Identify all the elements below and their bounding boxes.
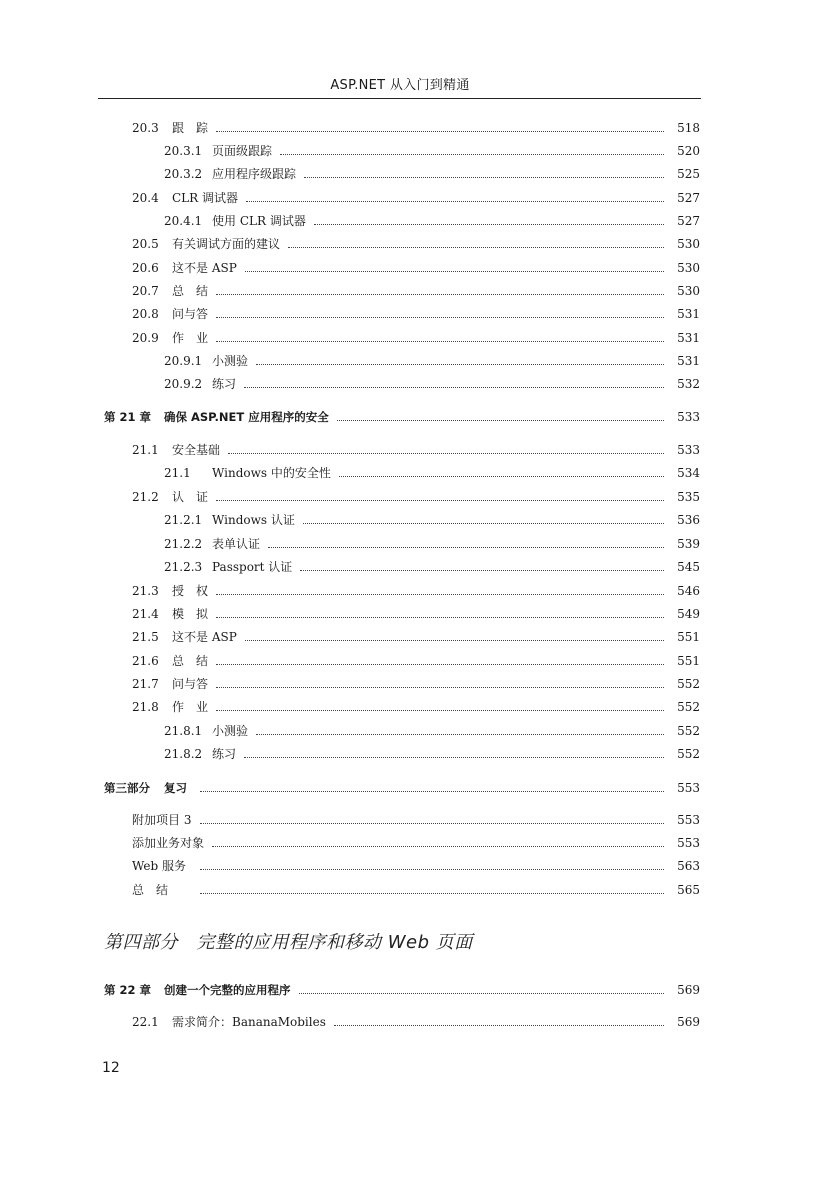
toc-page-number: 552 xyxy=(677,747,700,761)
toc-entry xyxy=(0,511,834,529)
toc-title: 作 业 xyxy=(172,700,209,714)
page-number: 12 xyxy=(102,1060,120,1076)
toc-title: 确保 ASP.NET 应用程序的安全 xyxy=(164,410,329,424)
toc-title: 总 结 xyxy=(172,284,209,298)
toc-page-number: 518 xyxy=(677,121,700,135)
toc-page-number: 534 xyxy=(677,466,700,480)
toc-number: 20.9.2 xyxy=(164,377,203,391)
dot-leader xyxy=(300,570,664,571)
toc-entry xyxy=(0,352,834,370)
toc-title: Passport 认证 xyxy=(212,560,293,574)
toc-title: 这不是 ASP xyxy=(172,261,237,275)
dot-leader xyxy=(303,523,664,524)
toc-title: 跟 踪 xyxy=(172,121,209,135)
dot-leader xyxy=(216,687,664,688)
toc-entry xyxy=(0,811,834,829)
toc-number: 20.4.1 xyxy=(164,214,203,228)
toc-page-number: 539 xyxy=(677,537,700,551)
toc-entry xyxy=(0,119,834,137)
dot-leader xyxy=(216,594,664,595)
toc-title: 安全基础 xyxy=(172,443,221,457)
toc-title: 复习 xyxy=(164,781,187,795)
toc-page-number: 552 xyxy=(677,724,700,738)
toc-number: 20.3.1 xyxy=(164,144,203,158)
toc-title: 作 业 xyxy=(172,331,209,345)
toc-title: 总 结 xyxy=(172,654,209,668)
toc-number: 20.9 xyxy=(132,331,159,345)
toc-number: 21.3 xyxy=(132,584,159,598)
toc-number: 21.8.1 xyxy=(164,724,203,738)
toc-number: 21.2.1 xyxy=(164,513,203,527)
toc-entry xyxy=(0,745,834,763)
toc-title: 使用 CLR 调试器 xyxy=(212,214,306,228)
toc-title: 创建一个完整的应用程序 xyxy=(164,983,291,997)
toc-number: 21.1 xyxy=(164,466,191,480)
toc-number: 20.4 xyxy=(132,191,159,205)
toc-page-number: 553 xyxy=(677,781,700,795)
dot-leader xyxy=(256,734,664,735)
dot-leader xyxy=(299,993,665,994)
toc-page-number: 527 xyxy=(677,191,700,205)
toc-title: 表单认证 xyxy=(212,537,261,551)
toc-entry xyxy=(0,881,834,899)
dot-leader xyxy=(288,247,664,248)
toc-title: 认 证 xyxy=(172,490,209,504)
toc-page-number: 569 xyxy=(677,1015,700,1029)
toc-title: Web 服务 xyxy=(132,859,186,873)
toc-number: 21.8 xyxy=(132,700,159,714)
toc-title: CLR 调试器 xyxy=(172,191,239,205)
toc-title: 附加项目 3 xyxy=(132,813,192,827)
running-header: ASP.NET 从入门到精通 xyxy=(330,78,470,93)
toc-entry xyxy=(0,142,834,160)
toc-number: 20.3.2 xyxy=(164,167,203,181)
toc-title: 小测验 xyxy=(212,354,249,368)
dot-leader xyxy=(280,154,664,155)
toc-number: 21.8.2 xyxy=(164,747,203,761)
dot-leader xyxy=(200,823,664,824)
toc-entry xyxy=(0,282,834,300)
dot-leader xyxy=(200,893,664,894)
dot-leader xyxy=(246,201,664,202)
toc-title: 练习 xyxy=(212,747,237,761)
dot-leader xyxy=(216,617,664,618)
toc-title: 问与答 xyxy=(172,307,209,321)
toc-number: 21.4 xyxy=(132,607,159,621)
toc-entry xyxy=(0,259,834,277)
dot-leader xyxy=(244,757,664,758)
toc-page-number: 551 xyxy=(677,654,700,668)
toc-entry xyxy=(0,628,834,646)
toc-page-number: 531 xyxy=(677,307,700,321)
toc-page-number: 551 xyxy=(677,630,700,644)
dot-leader xyxy=(256,364,664,365)
toc-title: 练习 xyxy=(212,377,237,391)
dot-leader xyxy=(337,420,664,421)
toc-entry xyxy=(0,329,834,347)
toc-number: 20.9.1 xyxy=(164,354,203,368)
toc-page-number: 549 xyxy=(677,607,700,621)
toc-title: 需求简介：BananaMobiles xyxy=(172,1015,326,1029)
dot-leader xyxy=(216,664,664,665)
toc-number: 第 21 章 xyxy=(104,410,152,424)
toc-entry xyxy=(0,605,834,623)
toc-page-number: 531 xyxy=(677,354,700,368)
toc-chapter-entry xyxy=(0,408,834,426)
toc-page-number: 520 xyxy=(677,144,700,158)
toc-entry xyxy=(0,375,834,393)
toc-number: 21.2.3 xyxy=(164,560,203,574)
dot-leader xyxy=(228,453,664,454)
toc-page-number: 545 xyxy=(677,560,700,574)
toc-entry xyxy=(0,212,834,230)
toc-entry xyxy=(0,464,834,482)
dot-leader xyxy=(314,224,664,225)
toc-number: 第 22 章 xyxy=(104,983,152,997)
toc-number: 20.5 xyxy=(132,237,159,251)
toc-entry xyxy=(0,834,834,852)
toc-number: 20.3 xyxy=(132,121,159,135)
dot-leader xyxy=(244,387,664,388)
toc-page-number: 530 xyxy=(677,237,700,251)
toc-page-number: 552 xyxy=(677,700,700,714)
toc-number: 21.7 xyxy=(132,677,159,691)
toc-entry xyxy=(0,488,834,506)
toc-entry xyxy=(0,165,834,183)
toc-entry xyxy=(0,675,834,693)
toc-entry xyxy=(0,698,834,716)
toc-title: 总 结 xyxy=(132,883,169,897)
toc-page-number: 546 xyxy=(677,584,700,598)
toc-page-number: 553 xyxy=(677,836,700,850)
toc-entry xyxy=(0,652,834,670)
toc-entry xyxy=(0,722,834,740)
toc-entry xyxy=(0,857,834,875)
toc-page-number: 533 xyxy=(677,443,700,457)
toc-entry xyxy=(0,305,834,323)
toc-page-number: 530 xyxy=(677,261,700,275)
toc-number: 21.5 xyxy=(132,630,159,644)
toc-number: 20.6 xyxy=(132,261,159,275)
toc-page-number: 553 xyxy=(677,813,700,827)
toc-page-number: 532 xyxy=(677,377,700,391)
toc-title: 模 拟 xyxy=(172,607,209,621)
toc-page-number: 552 xyxy=(677,677,700,691)
dot-leader xyxy=(268,547,664,548)
toc-entry xyxy=(0,441,834,459)
toc-chapter-entry xyxy=(0,779,834,797)
dot-leader xyxy=(245,271,664,272)
dot-leader xyxy=(334,1025,664,1026)
toc-title: Windows 中的安全性 xyxy=(212,466,331,480)
toc-page-number: 536 xyxy=(677,513,700,527)
toc-page-number: 535 xyxy=(677,490,700,504)
toc-chapter-entry xyxy=(0,981,834,999)
dot-leader xyxy=(200,791,664,792)
toc-title: 小测验 xyxy=(212,724,249,738)
dot-leader xyxy=(304,177,664,178)
toc-entry xyxy=(0,582,834,600)
toc-number: 21.6 xyxy=(132,654,159,668)
dot-leader xyxy=(212,846,664,847)
toc-entry xyxy=(0,235,834,253)
toc-page-number: 525 xyxy=(677,167,700,181)
dot-leader xyxy=(339,476,664,477)
dot-leader xyxy=(216,131,664,132)
toc-number: 20.7 xyxy=(132,284,159,298)
toc-number: 第三部分 xyxy=(104,781,150,795)
toc-title: 页面级跟踪 xyxy=(212,144,273,158)
dot-leader xyxy=(245,640,664,641)
toc-title: 问与答 xyxy=(172,677,209,691)
toc-title: 这不是 ASP xyxy=(172,630,237,644)
toc-page-number: 530 xyxy=(677,284,700,298)
toc-entry xyxy=(0,1013,834,1031)
toc-page-number: 563 xyxy=(677,859,700,873)
toc-number: 21.1 xyxy=(132,443,159,457)
dot-leader xyxy=(216,317,664,318)
toc-entry xyxy=(0,558,834,576)
toc-number: 22.1 xyxy=(132,1015,159,1029)
toc-title: 有关调试方面的建议 xyxy=(172,237,281,251)
toc-entry xyxy=(0,535,834,553)
toc-page-number: 569 xyxy=(677,983,700,997)
toc-page-number: 531 xyxy=(677,331,700,345)
dot-leader xyxy=(216,341,664,342)
toc-page-number: 527 xyxy=(677,214,700,228)
toc-title: 授 权 xyxy=(172,584,209,598)
toc-page-number: 565 xyxy=(677,883,700,897)
toc-number: 21.2.2 xyxy=(164,537,203,551)
toc-title: Windows 认证 xyxy=(212,513,295,527)
toc-title: 应用程序级跟踪 xyxy=(212,167,297,181)
header-rule xyxy=(98,98,701,99)
toc-title: 添加业务对象 xyxy=(132,836,205,850)
toc-number: 21.2 xyxy=(132,490,159,504)
toc-number: 20.8 xyxy=(132,307,159,321)
dot-leader xyxy=(216,500,664,501)
part-heading: 第四部分 完整的应用程序和移动 Web 页面 xyxy=(104,932,473,953)
toc-page-number: 533 xyxy=(677,410,700,424)
dot-leader xyxy=(216,294,664,295)
dot-leader xyxy=(200,869,664,870)
toc-entry xyxy=(0,189,834,207)
dot-leader xyxy=(216,710,664,711)
